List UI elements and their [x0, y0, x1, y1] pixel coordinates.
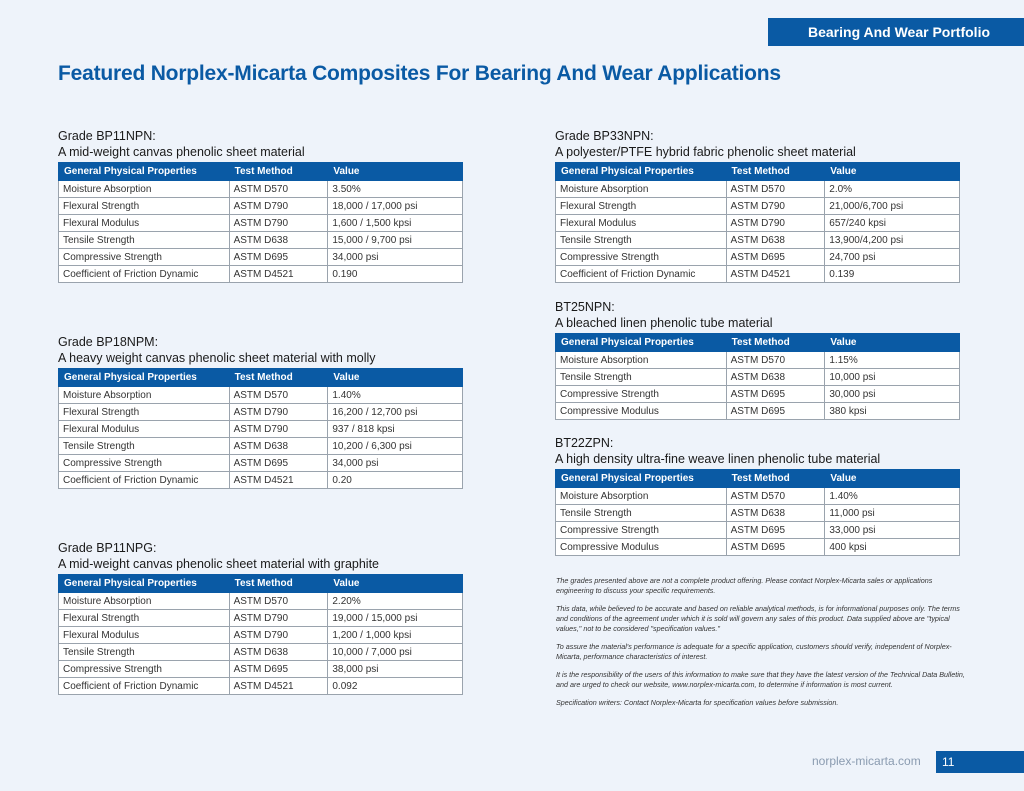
value-cell: 0.139 — [825, 266, 960, 283]
note-paragraph: This data, while believed to be accurate and based on reliable analytical methods, is for informational purposes only. The terms and conditions of the agreement under which it is sold will govern any sales of this product. Data supplied above are "typical values," not to be considered "specification values." — [556, 604, 960, 633]
note-paragraph: To assure the material's performance is adequate for a specific application, customers should verify, independent of Norplex-Micarta, performance characteristics of interest. — [556, 642, 952, 661]
value-cell: 0.092 — [328, 678, 463, 695]
test-method-cell: ASTM D790 — [229, 404, 328, 421]
grade-description: A heavy weight canvas phenolic sheet material with molly — [58, 351, 376, 365]
table-row — [556, 352, 960, 369]
property-cell: Compressive Strength — [556, 386, 727, 403]
grade-block-bp11npn — [58, 128, 463, 283]
value-cell: 24,700 psi — [825, 249, 960, 266]
table-row — [556, 232, 960, 249]
property-cell: Tensile Strength — [59, 232, 230, 249]
test-method-cell: ASTM D695 — [726, 249, 825, 266]
table-row — [59, 249, 463, 266]
value-cell: 34,000 psi — [328, 249, 463, 266]
header-test-method: Test Method — [726, 470, 825, 488]
property-cell: Compressive Strength — [556, 522, 727, 539]
property-cell: Compressive Strength — [59, 249, 230, 266]
test-method-cell: ASTM D570 — [726, 352, 825, 369]
page-number: 11 — [942, 755, 955, 769]
section-banner — [768, 18, 1024, 46]
section-banner-label: Bearing And Wear Portfolio — [808, 24, 991, 40]
test-method-cell: ASTM D4521 — [229, 472, 328, 489]
header-properties: General Physical Properties — [556, 163, 727, 181]
table-row — [59, 181, 463, 198]
test-method-cell: ASTM D570 — [229, 593, 328, 610]
table-header-row — [59, 575, 463, 593]
test-method-cell: ASTM D790 — [229, 215, 328, 232]
value-cell: 3.50% — [328, 181, 463, 198]
table-row — [59, 266, 463, 283]
grade-description: A high density ultra-fine weave linen phenolic tube material — [555, 452, 881, 466]
value-cell: 937 / 818 kpsi — [328, 421, 463, 438]
test-method-cell: ASTM D638 — [726, 505, 825, 522]
value-cell: 1.40% — [825, 488, 960, 505]
property-cell: Compressive Strength — [556, 249, 727, 266]
test-method-cell: ASTM D695 — [726, 386, 825, 403]
value-cell: 33,000 psi — [825, 522, 960, 539]
header-value: Value — [328, 369, 463, 387]
header-value: Value — [328, 163, 463, 181]
table-row — [59, 232, 463, 249]
property-cell: Flexural Modulus — [59, 627, 230, 644]
value-cell: 19,000 / 15,000 psi — [328, 610, 463, 627]
table-row — [59, 438, 463, 455]
grade-name: Grade BP11NPG: — [58, 541, 157, 555]
table-header-row — [556, 470, 960, 488]
table-row — [59, 678, 463, 695]
table-row — [556, 522, 960, 539]
test-method-cell: ASTM D638 — [229, 438, 328, 455]
properties-table — [58, 368, 463, 489]
property-cell: Tensile Strength — [59, 644, 230, 661]
grade-name: BT22ZPN: — [555, 436, 614, 450]
table-row — [556, 386, 960, 403]
value-cell: 2.20% — [328, 593, 463, 610]
value-cell: 0.190 — [328, 266, 463, 283]
table-row — [556, 198, 960, 215]
grade-description: A polyester/PTFE hybrid fabric phenolic sheet material — [555, 145, 856, 159]
test-method-cell: ASTM D570 — [229, 181, 328, 198]
value-cell: 0.20 — [328, 472, 463, 489]
footer-website-link[interactable]: norplex-micarta.com — [812, 754, 921, 768]
value-cell: 657/240 kpsi — [825, 215, 960, 232]
property-cell: Flexural Modulus — [556, 215, 727, 232]
grade-description: A bleached linen phenolic tube material — [555, 316, 773, 330]
page-title: Featured Norplex-Micarta Composites For Bearing And Wear Applications — [58, 62, 781, 85]
note-paragraph: It is the responsibility of the users of this information to make sure that they have the latest version of the Technical Data Bulletin, and are urged to check our website, www.norplex-micarta.com, to determine if information is most current. — [556, 670, 965, 689]
value-cell: 21,000/6,700 psi — [825, 198, 960, 215]
table-row — [59, 404, 463, 421]
value-cell: 10,200 / 6,300 psi — [328, 438, 463, 455]
header-test-method: Test Method — [229, 163, 328, 181]
property-cell: Moisture Absorption — [556, 181, 727, 198]
grade-description: A mid-weight canvas phenolic sheet material with graphite — [58, 557, 380, 571]
properties-table — [555, 333, 960, 420]
table-header-row — [556, 334, 960, 352]
test-method-cell: ASTM D570 — [726, 488, 825, 505]
header-value: Value — [825, 334, 960, 352]
value-cell: 400 kpsi — [825, 539, 960, 556]
property-cell: Moisture Absorption — [556, 488, 727, 505]
test-method-cell: ASTM D4521 — [229, 678, 328, 695]
header-properties: General Physical Properties — [556, 334, 727, 352]
value-cell: 11,000 psi — [825, 505, 960, 522]
header-properties: General Physical Properties — [59, 575, 230, 593]
property-cell: Moisture Absorption — [59, 387, 230, 404]
grade-name: Grade BP18NPM: — [58, 335, 159, 349]
properties-table — [58, 574, 463, 695]
properties-table — [555, 469, 960, 556]
table-header-row — [59, 163, 463, 181]
header-test-method: Test Method — [726, 334, 825, 352]
value-cell: 30,000 psi — [825, 386, 960, 403]
header-properties: General Physical Properties — [556, 470, 727, 488]
value-cell: 15,000 / 9,700 psi — [328, 232, 463, 249]
property-cell: Moisture Absorption — [556, 352, 727, 369]
header-properties: General Physical Properties — [59, 163, 230, 181]
property-cell: Moisture Absorption — [59, 593, 230, 610]
property-cell: Flexural Modulus — [59, 215, 230, 232]
value-cell: 18,000 / 17,000 psi — [328, 198, 463, 215]
disclaimer-notes — [556, 576, 966, 716]
property-cell: Flexural Modulus — [59, 421, 230, 438]
table-row — [59, 198, 463, 215]
header-properties: General Physical Properties — [59, 369, 230, 387]
table-row — [59, 644, 463, 661]
value-cell: 1,200 / 1,000 kpsi — [328, 627, 463, 644]
header-test-method: Test Method — [229, 575, 328, 593]
header-test-method: Test Method — [726, 163, 825, 181]
table-row — [59, 387, 463, 404]
property-cell: Coefficient of Friction Dynamic — [59, 266, 230, 283]
value-cell: 2.0% — [825, 181, 960, 198]
test-method-cell: ASTM D790 — [229, 198, 328, 215]
header-test-method: Test Method — [229, 369, 328, 387]
property-cell: Coefficient of Friction Dynamic — [556, 266, 727, 283]
property-cell: Tensile Strength — [556, 369, 727, 386]
test-method-cell: ASTM D695 — [229, 249, 328, 266]
grade-name: BT25NPN: — [555, 300, 615, 314]
property-cell: Flexural Strength — [556, 198, 727, 215]
value-cell: 38,000 psi — [328, 661, 463, 678]
table-row — [59, 421, 463, 438]
test-method-cell: ASTM D638 — [229, 644, 328, 661]
grade-block-bp18npm — [58, 334, 463, 489]
grade-description: A mid-weight canvas phenolic sheet material — [58, 145, 305, 159]
properties-table — [58, 162, 463, 283]
table-row — [556, 215, 960, 232]
test-method-cell: ASTM D790 — [229, 610, 328, 627]
property-cell: Flexural Strength — [59, 198, 230, 215]
test-method-cell: ASTM D695 — [726, 539, 825, 556]
test-method-cell: ASTM D695 — [229, 455, 328, 472]
value-cell: 34,000 psi — [328, 455, 463, 472]
test-method-cell: ASTM D695 — [726, 522, 825, 539]
test-method-cell: ASTM D695 — [726, 403, 825, 420]
header-value: Value — [825, 470, 960, 488]
value-cell: 1,600 / 1,500 kpsi — [328, 215, 463, 232]
value-cell: 380 kpsi — [825, 403, 960, 420]
property-cell: Compressive Modulus — [556, 403, 727, 420]
grade-block-bp33npn — [555, 128, 960, 283]
test-method-cell: ASTM D4521 — [229, 266, 328, 283]
value-cell: 16,200 / 12,700 psi — [328, 404, 463, 421]
header-value: Value — [328, 575, 463, 593]
table-row — [556, 403, 960, 420]
table-row — [556, 249, 960, 266]
property-cell: Tensile Strength — [556, 505, 727, 522]
property-cell: Moisture Absorption — [59, 181, 230, 198]
table-row — [59, 455, 463, 472]
property-cell: Compressive Modulus — [556, 539, 727, 556]
property-cell: Compressive Strength — [59, 661, 230, 678]
property-cell: Coefficient of Friction Dynamic — [59, 472, 230, 489]
property-cell: Compressive Strength — [59, 455, 230, 472]
note-paragraph: Specification writers: Contact Norplex-Micarta for specification values before submission. — [556, 698, 839, 707]
table-row — [556, 539, 960, 556]
grade-block-bt22zpn — [555, 435, 960, 556]
table-row — [556, 266, 960, 283]
property-cell: Tensile Strength — [556, 232, 727, 249]
test-method-cell: ASTM D4521 — [726, 266, 825, 283]
value-cell: 10,000 psi — [825, 369, 960, 386]
page-number-badge — [936, 751, 1024, 773]
table-row — [556, 369, 960, 386]
grade-block-bp11npg — [58, 540, 463, 695]
table-row — [59, 627, 463, 644]
test-method-cell: ASTM D790 — [229, 421, 328, 438]
table-header-row — [556, 163, 960, 181]
test-method-cell: ASTM D790 — [726, 198, 825, 215]
grade-name: Grade BP11NPN: — [58, 129, 156, 143]
test-method-cell: ASTM D790 — [726, 215, 825, 232]
grade-block-bt25npn — [555, 299, 960, 420]
properties-table — [555, 162, 960, 283]
table-row — [59, 215, 463, 232]
header-value: Value — [825, 163, 960, 181]
test-method-cell: ASTM D790 — [229, 627, 328, 644]
test-method-cell: ASTM D638 — [726, 369, 825, 386]
table-row — [556, 488, 960, 505]
test-method-cell: ASTM D638 — [726, 232, 825, 249]
test-method-cell: ASTM D570 — [726, 181, 825, 198]
test-method-cell: ASTM D570 — [229, 387, 328, 404]
test-method-cell: ASTM D695 — [229, 661, 328, 678]
table-row — [59, 661, 463, 678]
note-paragraph: The grades presented above are not a complete product offering. Please contact Norplex-Micarta sales or applications engineering to discuss your specific requirements. — [556, 576, 933, 595]
property-cell: Tensile Strength — [59, 438, 230, 455]
table-row — [59, 610, 463, 627]
value-cell: 1.15% — [825, 352, 960, 369]
property-cell: Coefficient of Friction Dynamic — [59, 678, 230, 695]
value-cell: 13,900/4,200 psi — [825, 232, 960, 249]
table-row — [59, 472, 463, 489]
table-header-row — [59, 369, 463, 387]
table-row — [556, 181, 960, 198]
grade-name: Grade BP33NPN: — [555, 129, 654, 143]
value-cell: 1.40% — [328, 387, 463, 404]
value-cell: 10,000 / 7,000 psi — [328, 644, 463, 661]
table-row — [59, 593, 463, 610]
property-cell: Flexural Strength — [59, 610, 230, 627]
property-cell: Flexural Strength — [59, 404, 230, 421]
test-method-cell: ASTM D638 — [229, 232, 328, 249]
table-row — [556, 505, 960, 522]
